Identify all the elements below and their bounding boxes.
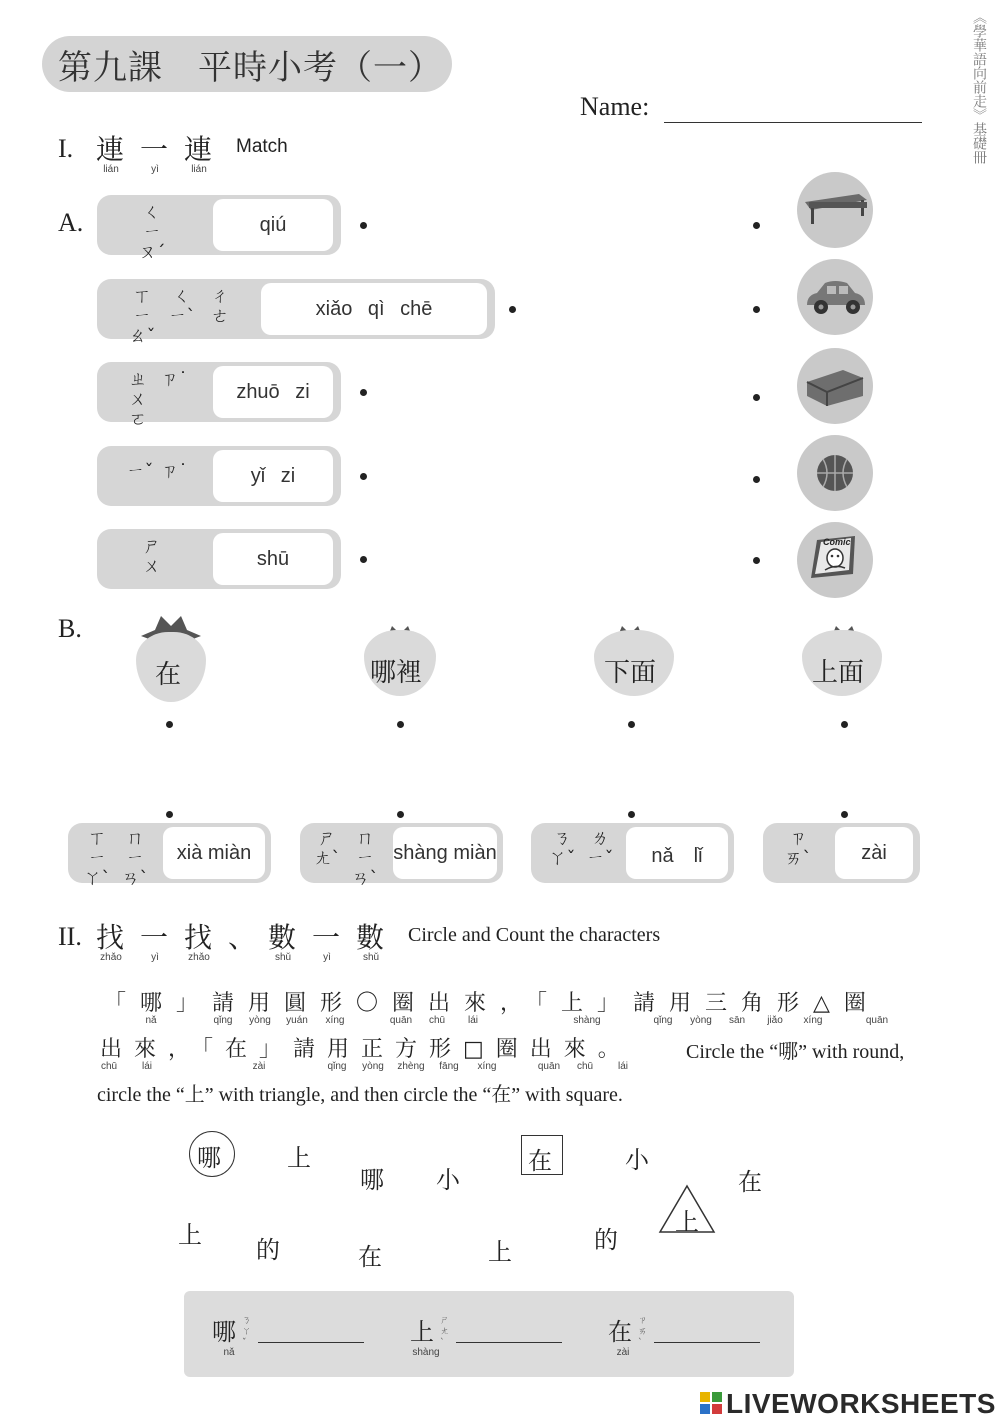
heading-char: 數: [268, 921, 297, 954]
instruction-line-1-pinyin: [100, 1015, 900, 1029]
instruction-line-2: 出來，「在」請用正方形□圈出來。: [100, 1037, 632, 1062]
basketball-icon: [797, 435, 873, 511]
char-shang[interactable]: 上: [178, 1221, 202, 1249]
zhuyin: ㄇㄧㄢˋ: [351, 828, 379, 889]
word-card-xiamian: [68, 823, 271, 889]
table-icon: [797, 172, 873, 248]
pinyin: lián: [191, 164, 207, 175]
pinyin-label: xià miàn: [163, 827, 265, 879]
match-dot[interactable]: [360, 556, 367, 563]
char-zai[interactable]: 在: [738, 1168, 762, 1196]
strawberry-word: [356, 624, 444, 704]
char-na[interactable]: 哪: [360, 1166, 384, 1194]
pinyin: jiǎo: [767, 1015, 783, 1026]
pinyin-label: zài: [835, 827, 913, 879]
zhuyin: ㄌㄧˇ: [586, 828, 614, 869]
pinyin: quān: [389, 1015, 413, 1026]
pinyin: shǔ: [274, 952, 292, 963]
count-input-na[interactable]: [258, 1316, 364, 1343]
pinyin: yì: [323, 952, 331, 963]
word-card-qiu: [97, 195, 341, 263]
book-title-vertical: 《學華語向前走》基礎冊: [971, 10, 987, 164]
pinyin-label: xiǎo qì chē: [261, 283, 487, 335]
section-2-numeral: II.: [58, 922, 82, 951]
pinyin: shàng: [412, 1347, 440, 1358]
char-shang[interactable]: 上: [488, 1238, 512, 1266]
pinyin-label: shàng miàn: [393, 827, 497, 879]
pinyin: fāng: [439, 1061, 459, 1072]
zhuyin: ㄔㄜ: [211, 286, 229, 327]
zhuyin: ㄕㄤˋ: [313, 828, 341, 869]
count-label-shang: 上: [410, 1318, 434, 1346]
pinyin: sān: [728, 1015, 746, 1026]
pinyin: qǐng: [213, 1015, 233, 1026]
pinyin: yòng: [249, 1015, 271, 1026]
pinyin: zhèng: [397, 1061, 425, 1072]
comic-book-icon: [797, 522, 873, 598]
zhuyin: ㄑㄧˋ: [168, 286, 196, 327]
count-input-zai[interactable]: [654, 1316, 760, 1343]
count-label-zai: 在: [608, 1318, 632, 1346]
zhuyin: ㄗㄞˋ: [638, 1316, 648, 1348]
picture-comic-book: [797, 522, 873, 598]
picture-basketball: [797, 435, 873, 511]
char-de[interactable]: 的: [594, 1226, 618, 1254]
pinyin: xíng: [803, 1015, 823, 1026]
zhuyin: ㄗ˙: [160, 461, 188, 482]
match-dot[interactable]: [360, 222, 367, 229]
match-dot[interactable]: [628, 721, 635, 728]
char-zai[interactable]: 在: [358, 1243, 382, 1271]
pinyin: lái: [617, 1061, 628, 1072]
heading-char: 連: [184, 133, 213, 166]
section-1-numeral: I.: [58, 134, 74, 163]
car-icon: [797, 259, 873, 335]
instruction-english-2: circle the “上” with triangle, and then circle the “在” with square.: [97, 1084, 623, 1106]
pinyin: chū: [576, 1061, 594, 1072]
pinyin: zài: [252, 1061, 266, 1072]
pinyin: chū: [428, 1015, 446, 1026]
pinyin-label: yǐ zi: [213, 450, 333, 502]
pinyin-label: shū: [213, 533, 333, 585]
zhuyin: ㄕㄤˋ: [440, 1316, 450, 1348]
count-input-shang[interactable]: [456, 1316, 562, 1343]
pinyin: lái: [467, 1015, 478, 1026]
pinyin: qǐng: [327, 1061, 347, 1072]
pinyin: shǔ: [362, 952, 380, 963]
heading-char: 數: [356, 921, 385, 954]
name-label: Name:: [580, 92, 650, 121]
match-dot[interactable]: [753, 476, 760, 483]
part-b-label: B.: [58, 614, 82, 643]
word-card-yi-zi: [97, 446, 341, 506]
pinyin: lián: [103, 164, 119, 175]
char-xiao[interactable]: 小: [625, 1146, 649, 1174]
pinyin: yì: [151, 952, 159, 963]
heading-char: 一: [312, 921, 341, 954]
strawberry-word: [586, 624, 676, 704]
match-instruction: Match: [236, 136, 288, 157]
pinyin: xíng: [477, 1061, 497, 1072]
pinyin: zhǎo: [188, 952, 210, 963]
match-dot[interactable]: [841, 721, 848, 728]
match-dot[interactable]: [753, 394, 760, 401]
match-dot[interactable]: [360, 389, 367, 396]
pinyin-label: qiú: [213, 199, 333, 251]
heading-char: 一: [140, 921, 169, 954]
zhuyin: ㄓㄨㄛ: [129, 369, 147, 430]
instruction-english-1: Circle the “哪” with round,: [686, 1041, 905, 1063]
pinyin: yòng: [690, 1015, 712, 1026]
pinyin: lái: [141, 1061, 152, 1072]
pinyin: chū: [100, 1061, 118, 1072]
word-card-shangmian: [300, 823, 503, 889]
zhuyin: ㄧˇ: [126, 461, 154, 482]
word-shangmian: 上面: [812, 658, 865, 688]
match-dot[interactable]: [841, 811, 848, 818]
pinyin: xíng: [325, 1015, 345, 1026]
match-dot[interactable]: [628, 811, 635, 818]
match-dot[interactable]: [509, 306, 516, 313]
name-field[interactable]: [664, 122, 922, 123]
sofa-icon: [797, 348, 873, 424]
circle-count-instruction: Circle and Count the characters: [408, 924, 661, 946]
pinyin: nǎ: [145, 1015, 157, 1026]
picture-car: [797, 259, 873, 335]
pinyin: qǐng: [653, 1015, 673, 1026]
word-card-xiao-qi-che: [97, 279, 495, 347]
char-shang[interactable]: 上: [287, 1144, 311, 1172]
match-dot[interactable]: [166, 721, 173, 728]
word-card-zai: [763, 823, 920, 883]
match-dot[interactable]: [360, 473, 367, 480]
zhuyin: ㄋㄚˇ: [548, 828, 576, 869]
count-label-na: 哪: [212, 1318, 236, 1346]
heading-char: 連: [96, 133, 125, 166]
match-dot[interactable]: [166, 811, 173, 818]
strawberry-word: [133, 612, 209, 704]
pinyin: yòng: [362, 1061, 384, 1072]
pinyin: zhǎo: [100, 952, 122, 963]
instruction-line-2-pinyin: [100, 1061, 660, 1075]
instruction-line-1: 「哪」請用圓形〇圈出來，「上」請用三角形△圈: [104, 991, 880, 1016]
pinyin: yì: [151, 164, 159, 175]
char-shang[interactable]: 上: [675, 1208, 699, 1236]
pinyin-label: nǎ lǐ: [626, 827, 728, 879]
pinyin: quān: [537, 1061, 561, 1072]
char-de[interactable]: 的: [256, 1236, 280, 1264]
match-dot[interactable]: [397, 721, 404, 728]
zhuyin: ㄑㄧㄡˊ: [138, 202, 166, 263]
match-dot[interactable]: [753, 306, 760, 313]
char-xiao[interactable]: 小: [436, 1166, 460, 1194]
strawberry-word: [800, 624, 890, 704]
char-na[interactable]: 哪: [197, 1144, 221, 1172]
word-nali: 哪裡: [370, 658, 423, 688]
pinyin: yuán: [286, 1015, 308, 1026]
match-dot[interactable]: [397, 811, 404, 818]
pinyin-label: zhuō zi: [213, 366, 333, 418]
heading-char: 一: [140, 133, 169, 166]
heading-char: 、: [228, 921, 257, 954]
zhuyin: ㄒㄧㄚˋ: [83, 828, 111, 889]
zhuyin: ㄕㄨ: [143, 536, 161, 577]
zhuyin: ㄗ˙: [160, 369, 188, 390]
word-card-zhuo-zi: [97, 362, 341, 430]
zhuyin: ㄒㄧㄠˇ: [128, 286, 156, 347]
word-zai: 在: [155, 660, 182, 690]
zhuyin: ㄋㄚˇ: [242, 1316, 252, 1348]
match-dot[interactable]: [753, 557, 760, 564]
pinyin: shàng: [573, 1015, 601, 1026]
picture-sofa: [797, 348, 873, 424]
picture-table: [797, 172, 873, 248]
page-title: 第九課 平時小考（一）: [58, 48, 443, 88]
word-card-nali: [531, 823, 734, 883]
word-xiamian: 下面: [604, 658, 657, 688]
pinyin: nǎ: [223, 1347, 235, 1358]
zhuyin: ㄗㄞˋ: [784, 828, 812, 869]
comic-text: Comic: [823, 537, 851, 547]
heading-char: 找: [96, 921, 125, 954]
pinyin: quān: [865, 1015, 889, 1026]
heading-char: 找: [184, 921, 213, 954]
word-card-shu: [97, 529, 341, 589]
liveworksheets-brand: LIVEWORKSHEETS: [726, 1388, 996, 1419]
char-zai[interactable]: 在: [528, 1147, 552, 1175]
part-a-label: A.: [58, 208, 84, 237]
match-dot[interactable]: [753, 222, 760, 229]
zhuyin: ㄇㄧㄢˋ: [121, 828, 149, 889]
pinyin: zài: [616, 1347, 630, 1358]
liveworksheets-logo-icon: [700, 1392, 722, 1414]
